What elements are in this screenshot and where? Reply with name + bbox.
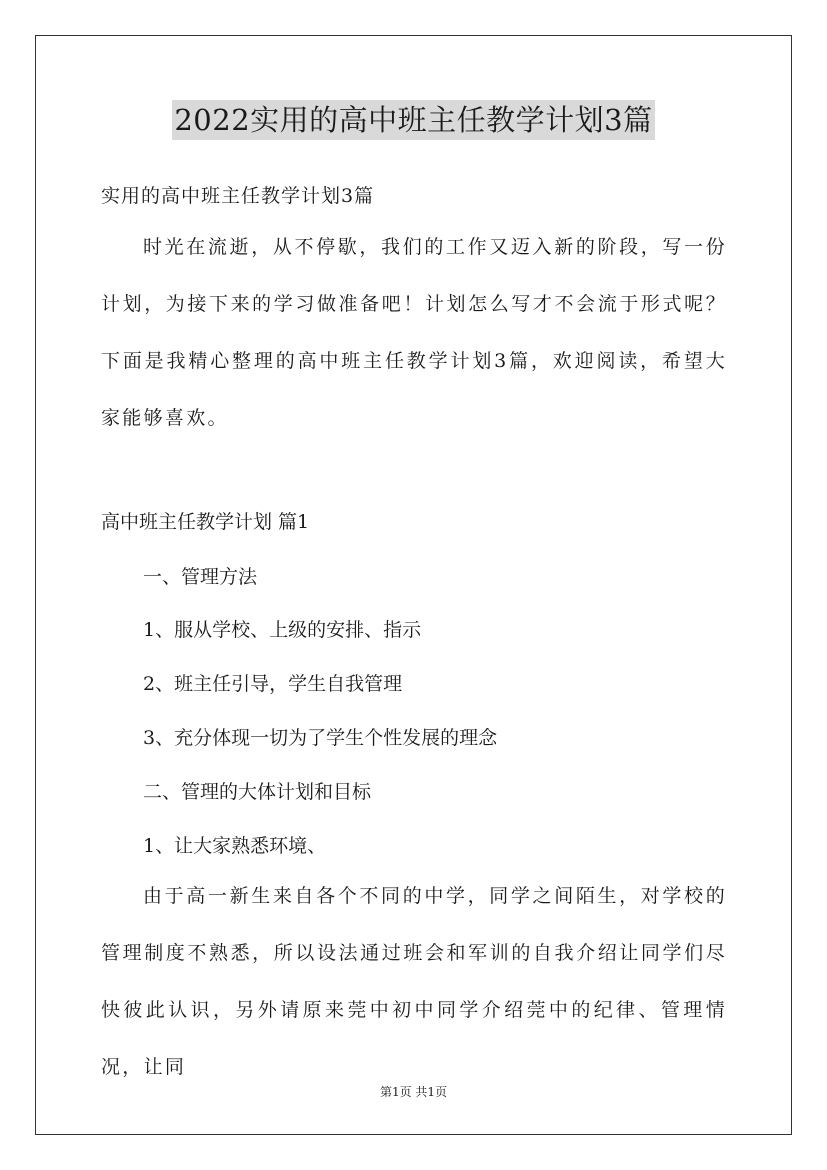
document-subtitle: 实用的高中班主任教学计划3篇 — [101, 185, 375, 207]
list-item: 一、管理方法 — [143, 566, 258, 588]
list-item: 3、充分体现一切为了学生个性发展的理念 — [143, 727, 498, 749]
list-item: 二、管理的大体计划和目标 — [143, 781, 372, 803]
list-item: 2、班主任引导，学生自我管理 — [143, 673, 403, 695]
document-title: 2022实用的高中班主任教学计划3篇 — [172, 100, 654, 140]
list-item: 1、让大家熟悉环境、 — [143, 835, 327, 857]
body-paragraph: 由于高一新生来自各个不同的中学，同学之间陌生，对学校的管理制度不熟悉，所以设法通过班会和军训的自我介绍让同学们尽快彼此认识，另外请原来莞中初中同学介绍莞中的纪律、管理情况，让同 — [101, 885, 727, 1078]
section-heading: 高中班主任教学计划 篇1 — [101, 511, 310, 533]
list-item: 1、服从学校、上级的安排、指示 — [143, 619, 422, 641]
intro-paragraph: 时光在流逝，从不停歇，我们的工作又迈入新的阶段，写一份计划，为接下来的学习做准备吧！计划怎么写才不会流于形式呢？下面是我精心整理的高中班主任教学计划3篇，欢迎阅读，希望大家能够喜欢。 — [101, 236, 727, 429]
title-container — [0, 100, 827, 140]
page-footer: 第1页 共1页 — [379, 1085, 448, 1099]
